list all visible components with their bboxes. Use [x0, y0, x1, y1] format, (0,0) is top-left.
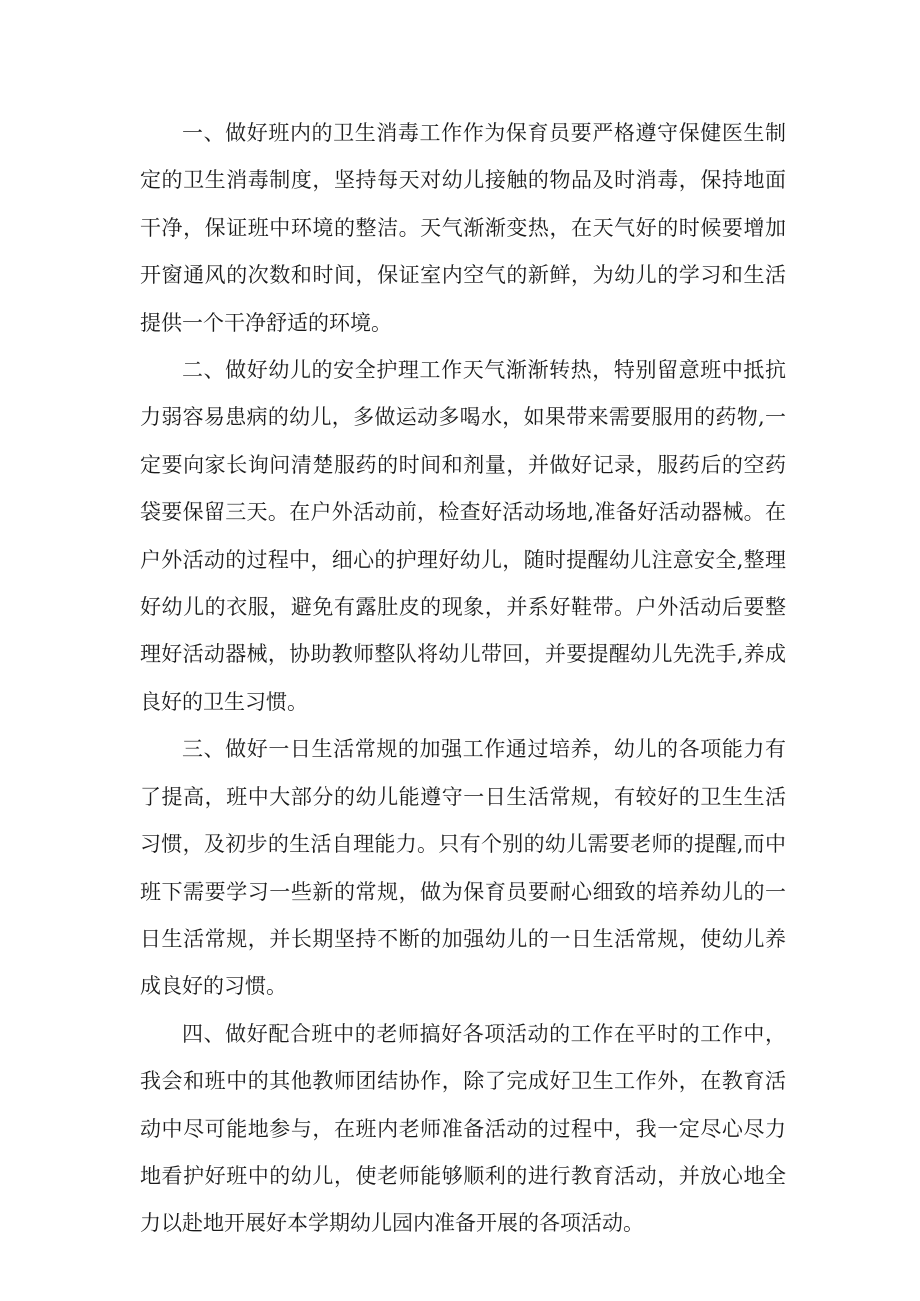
paragraph-2: 二、做好幼儿的安全护理工作天气渐渐转热，特别留意班中抵抗力弱容易患病的幼儿，多做运动多喝水，如果带来需要服用的药物,一定要向家长询问清楚服药的时间和剂量，并做好记录，服药后的空药袋要保留三天。在户外活动前，检查好活动场地,准备好活动器械。在户外活动的过程中，细心的护理好幼儿，随时提醒幼儿注意安全,整理好幼儿的衣服，避免有露肚皮的现象，并系好鞋带。户外活动后要整理好活动器械，协助教师整队将幼儿带回，并要提醒幼儿先洗手,养成良好的卫生习惯。 — [140, 358, 786, 714]
document-body — [140, 110, 786, 1248]
paragraph-1: 一、做好班内的卫生消毒工作作为保育员要严格遵守保健医生制定的卫生消毒制度，坚持每天对幼儿接触的物品及时消毒，保持地面干净，保证班中环境的整洁。天气渐渐变热，在天气好的时候要增加开窗通风的次数和时间，保证室内空气的新鲜，为幼儿的学习和生活提供一个干净舒适的环境。 — [140, 121, 786, 335]
paragraph-4: 四、做好配合班中的老师搞好各项活动的工作在平时的工作中，我会和班中的其他教师团结协作，除了完成好卫生工作外，在教育活动中尽可能地参与，在班内老师准备活动的过程中，我一定尽心尽力地看护好班中的幼儿，使老师能够顺利的进行教育活动，并放心地全力以赴地开展好本学期幼儿园内准备开展的各项活动。 — [140, 1021, 786, 1236]
paragraph-3: 三、做好一日生活常规的加强工作通过培养，幼儿的各项能力有了提高，班中大部分的幼儿能遵守一日生活常规，有较好的卫生生活习惯，及初步的生活自理能力。只有个别的幼儿需要老师的提醒,而中班下需要学习一些新的常规，做为保育员要耐心细致的培养幼儿的一日生活常规，并长期坚持不断的加强幼儿的一日生活常规，使幼儿养成良好的习惯。 — [140, 737, 786, 999]
